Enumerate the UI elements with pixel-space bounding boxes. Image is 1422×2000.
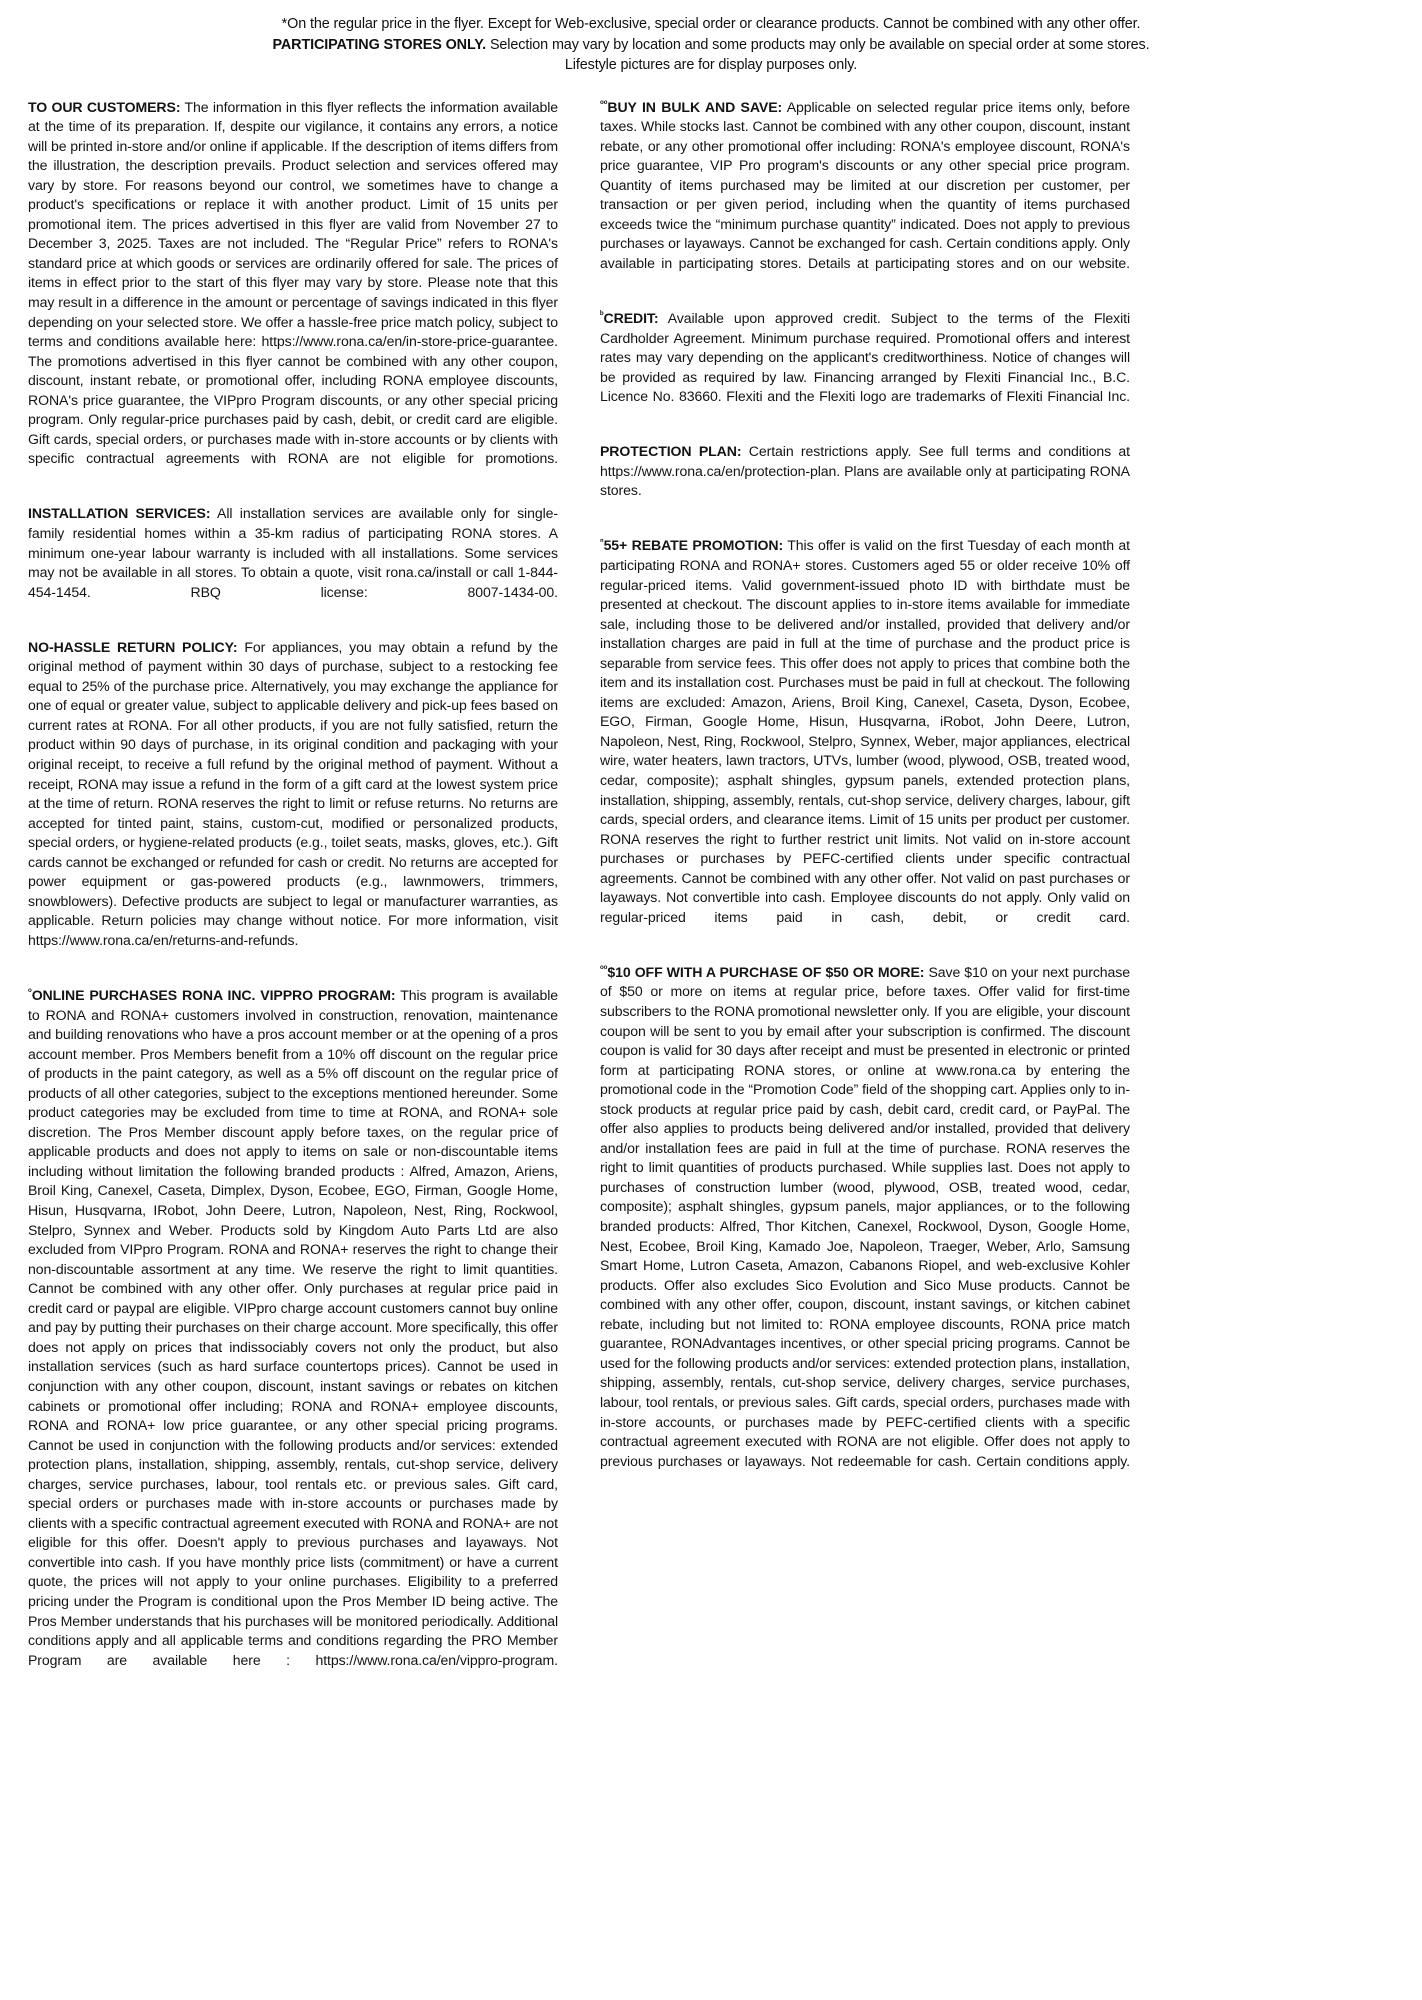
terms-body-text: This offer is valid on the first Tuesday of each month at participating RONA and RONA+ stores. Customers aged 55 or older receive 10% off regular-priced items. Valid government-issued photo ID with birthdate must be presented at checkout. The discount applies to in-store items available for immediate sale, including those to be delivered and/or installed, provided that delivery and/or installation charges are paid in full at the time of purchase and the product price is separable from service fees. This offer does not apply to prices that combine both the item and its installation cost. Purchases must be paid in full at checkout. The following items are excluded: Amazon, Ariens, Broil King, Canexel, Caseta, Dyson, Ecobee, EGO, Firman, Google Home, Hisun, Husqvarna, iRobot, John Deere, Lutron, Napoleon, Nest, Ring, Rockwool, Stelpro, Synnex, Weber, major appliances, electrical wire, water heaters, lawn tractors, UTVs, lumber (wood, plywood, OSB, treated wood, cedar, composite); asphalt shingles, gypsum panels, extended protection plans, installation, shipping, assembly, rentals, cut-shop service, delivery charges, labour, gift cards, special orders, and clearance items. Limit of 15 units per product per customer. RONA reserves the right to further restrict unit limits. Not valid on in-store account purchases or purchases by PEFC-certified clients under specific contractual agreements. Cannot be combined with any other offer. Not valid on past purchases or layaways. Not convertible into cash. Employee discounts do not apply. Only valid on regular-priced items paid in cash, debit, or credit card. [600,537,1130,925]
terms-paragraph [600,963,1130,1491]
terms-paragraph [600,309,1130,426]
terms-paragraph [28,98,558,489]
terms-body-text: The information in this flyer reflects the information available at the time of its preparation. If, despite our vigilance, it contains any errors, a notice will be printed in-store and/or online if applicable. If the description of items differs from the illustration, the description prevails. Product selection and services offered may vary by store. For reasons beyond our control, we sometimes have to change a product's specifications or replace it with another product. Limit of 15 units per promotional item. The prices advertised in this flyer are valid from November 27 to December 3, 2025. Taxes are not included. The “Regular Price” refers to RONA's standard price at which goods or services are ordinarily offered for sale. The prices of items in effect prior to the start of this flyer may vary by store. Please note that this may result in a difference in the amount or percentage of savings indicated in this flyer depending on your selected store. We offer a hassle-free price match policy, subject to terms and conditions available here: https://www.rona.ca/en/in-store-price-guarantee. The promotions advertised in this flyer cannot be combined with any other coupon, discount, instant rebate, or promotional offer, including RONA employee discounts, RONA's price guarantee, the VIPpro Program discounts, or any other special pricing program. Only regular-price purchases paid by cash, debit, or credit card are eligible. Gift cards, special orders, or purchases made with in-store accounts or by clients with specific contractual agreements with RONA are not eligible for promotions. [28,98,558,467]
footnote-marker: ᵒ [28,986,32,997]
terms-heading [28,505,210,521]
terms-paragraph [28,638,558,970]
terms-heading [600,99,782,115]
terms-heading [600,964,924,980]
page-header [91,14,1331,76]
header-line-3-text: Lifestyle pictures are for display purposes only. [564,57,858,73]
terms-heading [600,537,783,553]
terms-body-text: Save $10 on your next purchase of $50 or more on items at regular price, before taxes. Offer valid for first-time subscribers to the RONA promotional newsletter only. If you are eligible, your discount coupon will be sent to you by email after your subscription is confirmed. The discount coupon is valid for 30 days after receipt and must be presented in electronic or printed form at participating RONA stores, or online at www.rona.ca by entering the promotional code in the “Promotion Code” field of the shopping cart. Applies only to in-stock products at regular price paid by cash, debit card, credit card, or PayPal. The offer also applies to products being delivered and/or installed, provided that delivery and/or installation fees are paid in full at the time of purchase. RONA reserves the right to limit quantities of products purchased. While supplies last. Does not apply to purchases of construction lumber (wood, plywood, OSB, treated wood, cedar, composite); asphalt shingles, gypsum panels, major appliances, or to the following branded products: Alfred, Thor Kitchen, Canexel, Rockwool, Dyson, Google Home, Nest, Ecobee, Broil King, Kamado Joe, Napoleon, Traeger, Weber, Arlo, Samsung Smart Home, Lutron Caseta, Amazon, Cabanons Riopel, and web-exclusive Kohler products. Offer also excludes Sico Evolution and Sico Muse products. Cannot be combined with any other offer, coupon, discount, instant savings, or kitchen cabinet rebate, including but not limited to: RONA employee discounts, RONA price match guarantee, RONAdvantages incentives, or other special pricing programs. Cannot be used for the following products and/or services: extended protection plans, installation, shipping, assembly, rentals, cut-shop service, delivery charges, service purchases, labour, tool rentals, or previous sales. Gift cards, special orders, purchases made with in-store accounts, or purchases made by PEFC-certified clients with a specific contractual agreement executed with RONA are not eligible. Offer does not apply to previous purchases or layaways. Not redeemable for cash. Certain conditions apply. [600,963,1130,1469]
header-line-1-text: *On the regular price in the flyer. Except for Web-exclusive, special order or clearance products. Cannot be combined with any other offer. [281,16,1141,32]
terms-heading-label: NO-HASSLE RETURN POLICY: [28,638,238,655]
terms-paragraph [28,504,558,621]
terms-heading [28,987,396,1003]
terms-body-text: Certain restrictions apply. See full terms and conditions at https://www.rona.ca/en/protection-plan. Plans are available only at participating RONA stores. [600,443,1130,499]
terms-paragraph [600,98,1130,293]
header-line-1 [91,14,1331,35]
terms-heading-label: CREDIT: [603,309,659,326]
terms-heading [600,310,658,326]
terms-heading [28,639,238,655]
terms-paragraph [600,536,1130,946]
terms-heading [600,443,741,459]
terms-heading-label: INSTALLATION SERVICES: [28,505,211,522]
header-line-2 [91,35,1331,56]
header-line-3 [91,55,1331,76]
terms-heading-label: TO OUR CUSTOMERS: [28,98,181,115]
footnote-marker: ᵒᵒ [600,97,608,108]
footnote-marker: ⁿ [600,536,604,547]
terms-body-text: For appliances, you may obtain a refund by the original method of payment within 30 days of purchase, subject to a restocking fee equal to 25% of the purchase price. Alternatively, you may exchange the appliance for one of equal or greater value, subject to applicable delivery and pick-up fees based on current rates at RONA. For all other products, if you are not fully satisfied, return the product within 90 days of purchase, in its original condition and packaging with your original receipt, to receive a full refund by the original method of payment. Without a receipt, RONA may issue a refund in the form of a gift card at the lowest system price at the time of return. RONA reserves the right to limit or refuse returns. No returns are accepted for tinted paint, stains, custom-cut, modified or personalized products, special orders, or hygiene-related products (e.g., toilet seats, masks, gloves, etc.). Gift cards cannot be exchanged or refunded for cash or credit. No returns are accepted for power equipment or gas-powered products (e.g., lawnmowers, trimmers, snowblowers). Defective products are subject to legal or manufacturer warranties, as applicable. Return policies may change without notice. For more information, visit https://www.rona.ca/en/returns-and-refunds. [28,638,558,948]
two-column-body [24,98,1398,1690]
header-line-2-text: Selection may vary by location and some products may only be available on special order at some stores. [486,36,1150,53]
terms-heading [28,99,180,115]
terms-heading-label: $10 OFF WITH A PURCHASE OF $50 OR MORE: [607,963,925,980]
terms-heading-label: 55+ REBATE PROMOTION: [603,537,784,554]
terms-heading-label: PROTECTION PLAN: [600,443,742,460]
terms-heading-label: BUY IN BULK AND SAVE: [607,98,783,115]
participating-stores-label: PARTICIPATING STORES ONLY. [272,36,487,53]
terms-heading-label: ONLINE PURCHASES RONA INC. VIPPRO PROGRAM: [31,987,396,1004]
terms-paragraph [28,986,558,1690]
footnote-marker: ᵇ [600,309,604,320]
terms-body-text: This program is available to RONA and RONA+ customers involved in construction, renovation, maintenance and building renovations who have a pros account member or at the opening of a pros account member. Pros Members benefit from a 10% off discount on the regular price of products in the paint category, as well as a 5% off discount on the regular price of products of all other categories, subject to the exceptions mentioned hereunder. Some product categories may be excluded from time to time at RONA, and RONA+ sole discretion. The Pros Member discount apply before taxes, on the regular price of applicable products and does not apply to items on sale or non-discountable items including without limitation the following branded products : Alfred, Amazon, Ariens, Broil King, Canexel, Caseta, Dimplex, Dyson, Ecobee, EGO, Firman, Google Home, Hisun, Husqvarna, IRobot, John Deere, Lutron, Napoleon, Nest, Ring, Rockwool, Stelpro, Synnex and Weber. Products sold by Kingdom Auto Parts Ltd are also excluded from VIPpro Program. RONA and RONA+ reserves the right to change their non-discountable assortment at any time. We reserve the right to limit quantities. Cannot be combined with any other offer. Only purchases at regular price paid in credit card or paypal are eligible. VIPpro charge account customers cannot buy online and pay by putting their purchases on their charge account. More specifically, this offer does not apply on prices that indissociably covers not only the product, but also installation services (such as hard surface countertops prices). Cannot be used in conjunction with any other coupon, discount, instant savings or rebates on kitchen cabinets or promotional offer including; RONA and RONA+ employee discounts, RONA and RONA+ low price guarantee, or any other special pricing programs. Cannot be used in conjunction with the following products and/or services: extended protection plans, installation, shipping, assembly, rentals, cut-shop service, delivery charges, service purchases, labour, tool rentals etc. or previous sales. Gift card, special orders or purchases made with in-store accounts or purchases made by clients with a specific contractual agreement executed with RONA and RONA+ are not eligible for this offer. Doesn't apply to previous purchases and layaways. Not convertible into cash. If you have monthly price lists (commitment) or have a current quote, the prices will not apply to your online purchases. Eligibility to a preferred pricing under the Program is conditional upon the Pros Member ID being active. The Pros Member understands that his purchases will be monitored periodically. Additional conditions apply and all applicable terms and conditions regarding the PRO Member Program are available here : https://www.rona.ca/en/vippro-program. [28,987,558,1668]
left-column [28,98,558,1690]
terms-paragraph [600,442,1130,520]
footnote-marker: ᵒᵒ [600,963,608,974]
terms-body-text: Applicable on selected regular price items only, before taxes. While stocks last. Cannot be combined with any other coupon, discount, instant rebate, or any other promotional offer including: RONA's employee discount, RONA's price guarantee, VIP Pro program's discounts or any other special price program. Quantity of items purchased may be limited at our discretion per customer, per transaction or per given period, including when the quantity of items purchased exceeds twice the “minimum purchase quantity” indicated. Does not apply to previous purchases or layaways. Cannot be exchanged for cash. Certain conditions apply. Only available in participating stores. Details at participating stores and on our website. [600,98,1130,271]
terms-body-text: Available upon approved credit. Subject to the terms of the Flexiti Cardholder Agreement. Minimum purchase required. Promotional offers and interest rates may vary depending on the applicant's creditworthiness. Notice of changes will be provided as required by law. Financing arranged by Flexiti Financial Inc., B.C. Licence No. 83660. Flexiti and the Flexiti logo are trademarks of Flexiti Financial Inc. [600,309,1130,405]
right-column [600,98,1130,1491]
terms-body-text: All installation services are available only for single-family residential homes within a 35-km radius of participating RONA stores. A minimum one-year labour warranty is included with all installations. Some services may not be available in all stores. To obtain a quote, visit rona.ca/install or call 1-844-454-1454. RBQ license: 8007-1434-00. [28,505,558,600]
